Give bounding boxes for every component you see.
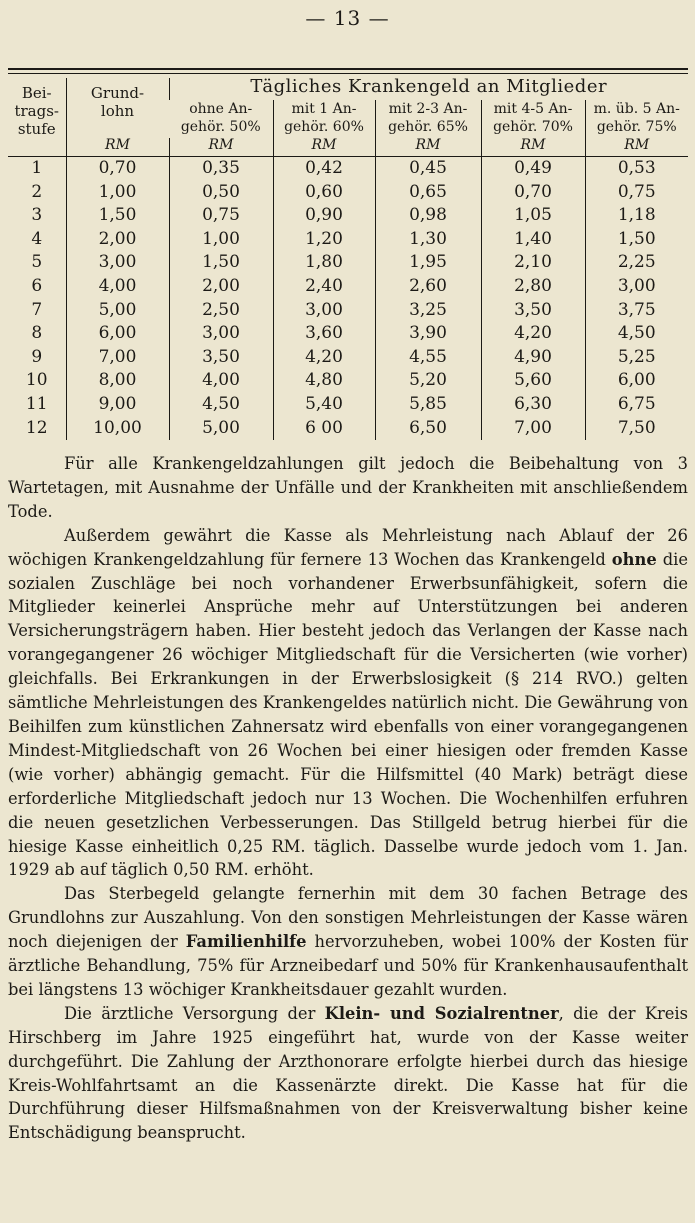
row-stufe-cell: 7 bbox=[31, 299, 43, 320]
paragraph bbox=[8, 1002, 688, 1145]
table-cell: 3,50 bbox=[481, 299, 585, 323]
row-stufe-cell: 12 bbox=[25, 417, 48, 438]
table-row bbox=[8, 299, 688, 323]
unit-cell: RM bbox=[585, 138, 688, 157]
table-cell: 9,00 bbox=[66, 393, 169, 417]
table-cell: 1,50 bbox=[169, 251, 273, 275]
table-cell: 0,42 bbox=[273, 157, 375, 181]
table-cell: 6,30 bbox=[481, 393, 585, 417]
table-cell: 4,20 bbox=[273, 346, 375, 370]
table-cell: 4,20 bbox=[481, 322, 585, 346]
table-cell: 4,50 bbox=[585, 322, 688, 346]
table-cell: 0,70 bbox=[66, 157, 169, 181]
table-cell: 0,50 bbox=[169, 181, 273, 205]
row-stufe-cell: 6 bbox=[31, 275, 43, 296]
table-row bbox=[8, 275, 688, 299]
table-row bbox=[8, 204, 688, 228]
table-row bbox=[8, 251, 688, 275]
row-stufe-cell: 3 bbox=[31, 205, 43, 226]
table-cell: 2,00 bbox=[169, 275, 273, 299]
table-top-rule bbox=[8, 68, 688, 70]
paragraph bbox=[8, 882, 688, 1002]
table-cell: 2,40 bbox=[273, 275, 375, 299]
table-cell: 4,90 bbox=[481, 346, 585, 370]
table-cell: 1,00 bbox=[66, 181, 169, 205]
paragraph-text: Das Sterbegeld gelangte fernerhin mit dem 30 fachen Betrage des Grundlohns zur Auszahlung. Von den sonstigen Mehrleistungen der Kasse wären noch diejenigen der bbox=[8, 884, 688, 952]
table-row bbox=[8, 346, 688, 370]
paragraph bbox=[8, 524, 688, 883]
table-cell: 1,40 bbox=[481, 228, 585, 252]
row-stufe-cell: 10 bbox=[25, 370, 48, 391]
paragraph-text: hervorzuheben, wobei 100% der Kosten für ärztliche Behandlung, 75% für Arzneibedarf und 50% für Krankenhausaufenthalt bei längstens 13 wöchiger Krankheitsdauer gezahlt wurden. bbox=[8, 932, 688, 999]
table-cell: 4,00 bbox=[66, 275, 169, 299]
unit-cell: RM bbox=[273, 138, 375, 157]
table-cell: 4,50 bbox=[169, 393, 273, 417]
table-cell: 0,49 bbox=[481, 157, 585, 181]
table-cell: 2,60 bbox=[375, 275, 481, 299]
row-stufe-cell: 5 bbox=[31, 252, 43, 273]
table-cell: 1,05 bbox=[481, 204, 585, 228]
emphasis-text: Familienhilfe bbox=[185, 932, 307, 952]
sick-pay-table bbox=[8, 78, 688, 440]
table-cell: 6,75 bbox=[585, 393, 688, 417]
row-stufe-cell: 4 bbox=[31, 228, 43, 249]
row-stufe-cell: 8 bbox=[31, 323, 43, 344]
unit-cell bbox=[8, 138, 66, 157]
paragraph-text: Für alle Krankengeldzahlungen gilt jedoch die Beibehaltung von 3 Wartetagen, mit Ausnahme der Unfälle und der Krankheiten mit anschließendem Tode. bbox=[8, 454, 688, 521]
header-sub-4: m. üb. 5 An- gehör. 75% bbox=[585, 100, 688, 138]
table-cell: 1,80 bbox=[273, 251, 375, 275]
table-cell: 0,75 bbox=[585, 181, 688, 205]
table-cell: 1,20 bbox=[273, 228, 375, 252]
header-sub-0: ohne An- gehör. 50% bbox=[180, 101, 261, 135]
unit-cell: RM bbox=[375, 138, 481, 157]
table-cell: 3,60 bbox=[273, 322, 375, 346]
emphasis-text: ohne bbox=[611, 549, 657, 569]
table-cell: 5,25 bbox=[585, 346, 688, 370]
header-group-krankengeld: Tägliches Krankengeld an Mitglieder bbox=[169, 78, 688, 100]
table-cell: 4,00 bbox=[169, 369, 273, 393]
body-text bbox=[8, 452, 688, 1145]
table-top-rule-thin bbox=[8, 73, 688, 74]
table-cell: 3,90 bbox=[375, 322, 481, 346]
row-stufe-cell: 11 bbox=[25, 393, 48, 414]
table-cell: 1,00 bbox=[169, 228, 273, 252]
table-cell: 0,90 bbox=[273, 204, 375, 228]
paragraph-text: Die ärztliche Versorgung der bbox=[64, 1003, 325, 1023]
paragraph-text: Außerdem gewährt die Kasse als Mehrleistung nach Ablauf der 26 wöchigen Krankengeldzahlung für fernere 13 Wochen das Krankengeld bbox=[8, 525, 688, 569]
table-row bbox=[8, 369, 688, 393]
table-cell: 0,53 bbox=[585, 157, 688, 181]
paragraph-text: , die der Kreis Hirschberg im Jahre 1925 eingeführt hat, wurde von der Kasse weiter durchgeführt. Die Zahlung der Arzthonorare erfolgte hierbei durch das hiesige Kreis-Wohlfahrtsamt an die Kassenärzte direkt. Die Kasse hat für die Durchführung dieser Hilfsmaßnahmen von der Kreisverwaltung bisher keine Entschädigung beansprucht. bbox=[8, 1003, 688, 1143]
table-cell: 2,25 bbox=[585, 251, 688, 275]
table-cell: 6,50 bbox=[375, 417, 481, 441]
table-row bbox=[8, 228, 688, 252]
emphasis-text: Klein- und Sozialrentner bbox=[324, 1003, 559, 1023]
table-cell: 2,00 bbox=[66, 228, 169, 252]
header-sub-3: mit 4-5 An- gehör. 70% bbox=[481, 100, 585, 138]
table-cell: 6,00 bbox=[66, 322, 169, 346]
table-cell: 10,00 bbox=[66, 417, 169, 441]
table-cell: 1,30 bbox=[375, 228, 481, 252]
table-cell: 3,75 bbox=[585, 299, 688, 323]
table-cell: 5,60 bbox=[481, 369, 585, 393]
table-cell: 8,00 bbox=[66, 369, 169, 393]
table-cell: 1,50 bbox=[585, 228, 688, 252]
table-row bbox=[8, 393, 688, 417]
header-beitragsstufe: Bei- trags- stufe bbox=[14, 84, 59, 138]
table-cell: 3,00 bbox=[273, 299, 375, 323]
table-row bbox=[8, 322, 688, 346]
table-cell: 5,40 bbox=[273, 393, 375, 417]
header-sub-1: mit 1 An- gehör. 60% bbox=[273, 100, 375, 138]
table-cell: 6 00 bbox=[273, 417, 375, 441]
table-row bbox=[8, 417, 688, 441]
header-sub-2: mit 2-3 An- gehör. 65% bbox=[375, 100, 481, 138]
table-cell: 3,50 bbox=[169, 346, 273, 370]
table-cell: 2,80 bbox=[481, 275, 585, 299]
table-cell: 3,00 bbox=[585, 275, 688, 299]
table-cell: 3,00 bbox=[66, 251, 169, 275]
table-cell: 5,85 bbox=[375, 393, 481, 417]
table-cell: 0,65 bbox=[375, 181, 481, 205]
row-stufe-cell: 1 bbox=[31, 158, 43, 178]
table-cell: 4,55 bbox=[375, 346, 481, 370]
row-stufe-cell: 2 bbox=[31, 181, 43, 202]
table-cell: 1,50 bbox=[66, 204, 169, 228]
table-cell: 7,00 bbox=[66, 346, 169, 370]
table-cell: 5,20 bbox=[375, 369, 481, 393]
table-cell: 6,00 bbox=[585, 369, 688, 393]
table-cell: 7,50 bbox=[585, 417, 688, 441]
table-cell: 1,18 bbox=[585, 204, 688, 228]
table-cell: 5,00 bbox=[66, 299, 169, 323]
units-row bbox=[8, 138, 688, 157]
table-cell: 0,45 bbox=[375, 157, 481, 181]
row-stufe-cell: 9 bbox=[31, 346, 43, 367]
table-cell: 3,25 bbox=[375, 299, 481, 323]
table-cell: 0,35 bbox=[169, 157, 273, 181]
table-row bbox=[8, 157, 688, 181]
table-cell: 0,75 bbox=[169, 204, 273, 228]
unit-cell: RM bbox=[481, 138, 585, 157]
table-cell: 1,95 bbox=[375, 251, 481, 275]
table-row bbox=[8, 181, 688, 205]
paragraph bbox=[8, 452, 688, 524]
table-cell: 0,98 bbox=[375, 204, 481, 228]
paragraph-text: die sozialen Zuschläge bei noch vorhandener Erwerbsunfähigkeit, sofern die Mitglieder keinerlei Ansprüche mehr auf Unterstützungen bei anderen Versicherungsträgern haben. Hier besteht jedoch das Verlangen der Kasse nach vorangegangener 26 wöchiger Mitgliedschaft für die Versicherten (wie vorher) gleichfalls. Bei Erkrankungen in der Erwerbslosigkeit (§ 214 RVO.) gelten sämtliche Mehrleistungen des Krankengeldes natürlich nicht. Die Gewährung von Beihilfen zum künstlichen Zahnersatz wird ebenfalls von einer vorangegangenen Mindest-Mitgliedschaft von 26 Wochen bei einer hiesigen oder fremden Kasse (wie vorher) abhängig gemacht. Für die Hilfsmittel (40 Mark) beträgt diese erforderliche Mitgliedschaft jedoch nur 13 Wochen. Die Wochenhilfen erfuhren die neuen gesetzlichen Verbesserungen. Das Stillgeld betrug hierbei für die hiesige Kasse einheitlich 0,25 RM. täglich. Dasselbe wurde jedoch vom 1. Jan. 1929 ab auf täglich 0,50 RM. erhöht. bbox=[8, 549, 688, 880]
unit-cell: RM bbox=[169, 138, 273, 157]
table-cell: 0,70 bbox=[481, 181, 585, 205]
table-cell: 0,60 bbox=[273, 181, 375, 205]
table-cell: 4,80 bbox=[273, 369, 375, 393]
page-number: — 13 — bbox=[305, 6, 390, 30]
header-grundlohn: Grund- lohn bbox=[66, 78, 169, 138]
table-cell: 5,00 bbox=[169, 417, 273, 441]
table-cell: 2,50 bbox=[169, 299, 273, 323]
table-cell: 3,00 bbox=[169, 322, 273, 346]
unit-cell: RM bbox=[66, 138, 169, 157]
table-cell: 7,00 bbox=[481, 417, 585, 441]
table-cell: 2,10 bbox=[481, 251, 585, 275]
